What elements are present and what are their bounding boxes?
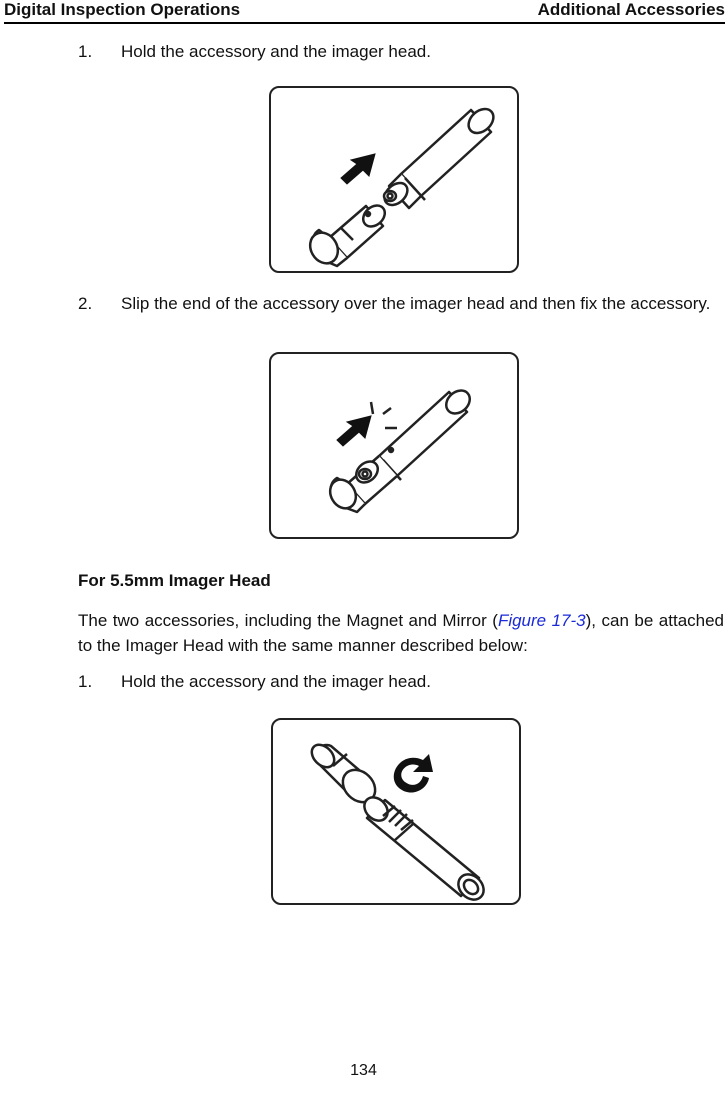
step-number: 2. — [78, 294, 93, 313]
step-text: Hold the accessory and the imager head. — [121, 672, 431, 691]
page-number: 134 — [350, 1062, 377, 1079]
accessory-attached-illustration — [271, 354, 521, 541]
accessory-separated-illustration — [271, 88, 521, 275]
header-section-title: Additional Accessories — [537, 0, 725, 19]
section-paragraph — [78, 608, 724, 658]
paragraph-text-after: ), can be attached to the Imager Head with the same manner described below: — [78, 611, 725, 655]
figure-reference-link[interactable]: Figure 17-3 — [497, 611, 586, 630]
step-number: 1. — [78, 672, 93, 691]
header-chapter-title: Digital Inspection Operations — [4, 0, 241, 19]
step-1-5mm — [78, 670, 718, 694]
paragraph-text-before: The two accessories, including the Magnet and Mirror ( — [78, 611, 498, 630]
section-title: For 5.5mm Imager Head — [78, 571, 271, 590]
figure-threaded-accessory — [271, 718, 521, 905]
step-1 — [78, 40, 718, 64]
step-2 — [78, 292, 724, 342]
threaded-accessory-illustration — [273, 720, 523, 907]
step-text: Hold the accessory and the imager head. — [121, 42, 431, 61]
figure-accessory-separated — [269, 86, 519, 273]
step-text: Slip the end of the accessory over the imager head and then fix the accessory. — [121, 294, 711, 313]
page-header — [4, 0, 725, 24]
figure-accessory-attached — [269, 352, 519, 539]
step-number: 1. — [78, 42, 93, 61]
